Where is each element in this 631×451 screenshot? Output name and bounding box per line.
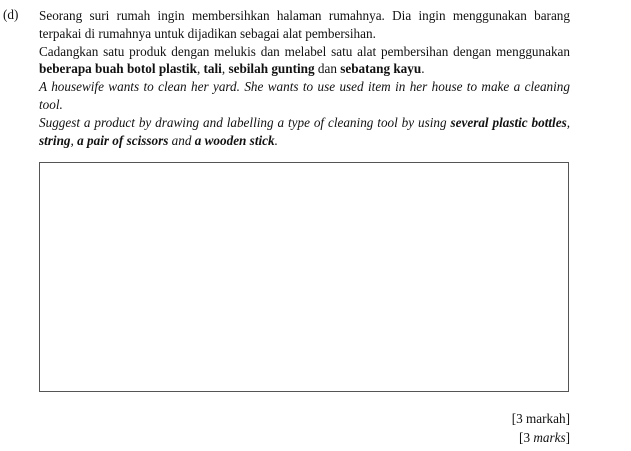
english-item-string: string [39,132,71,148]
english-instruction-lead: Suggest a product by drawing and labelling a type of cleaning tool by using [39,115,451,131]
malay-item-string: tali [203,61,222,77]
malay-instruction-lead: Cadangkan satu produk dengan melukis dan melabel satu alat pembersihan dengan menggunakan [39,43,570,59]
question-label: (d) [3,7,19,22]
malay-scenario: Seorang suri rumah ingin membersihkan halaman rumahnya. Dia ingin menggunakan barang terpakai di rumahnya untuk dijadikan sebagai alat pembersihan. [39,8,570,41]
english-instruction [39,114,570,149]
marks-malay-close: ] [565,411,570,426]
english-sep: , [566,115,570,131]
malay-item-scissors: sebilah gunting [228,61,315,77]
english-sep: and [168,132,195,148]
english-item-bottles: several plastic bottles [450,115,567,131]
malay-item-stick: sebatang kayu [340,61,422,77]
malay-item-bottles: beberapa buah botol plastik [39,61,197,77]
english-sep: , [70,132,78,148]
malay-end: . [421,61,425,77]
marks-english [519,430,570,446]
malay-sep: , [196,61,204,77]
marks-malay-text: 3 markah [516,411,566,426]
marks-english-open: [ [519,430,524,445]
marks-english-number: 3 [523,430,534,445]
answer-drawing-box[interactable] [39,162,569,392]
marks-malay-open: [ [511,411,517,426]
english-item-stick: a wooden stick [194,132,275,148]
english-scenario: A housewife wants to clean her yard. She wants to use used item in her house to make a cleaning tool. [39,79,570,112]
malay-sep: , [221,61,229,77]
malay-instruction [39,43,570,78]
malay-sep: dan [314,61,341,77]
question-body [39,7,570,149]
marks-english-close: ] [565,430,570,445]
english-end: . [274,132,278,148]
marks-english-unit: marks [533,430,566,445]
marks-malay [512,411,570,427]
english-item-scissors: a pair of scissors [77,132,169,148]
